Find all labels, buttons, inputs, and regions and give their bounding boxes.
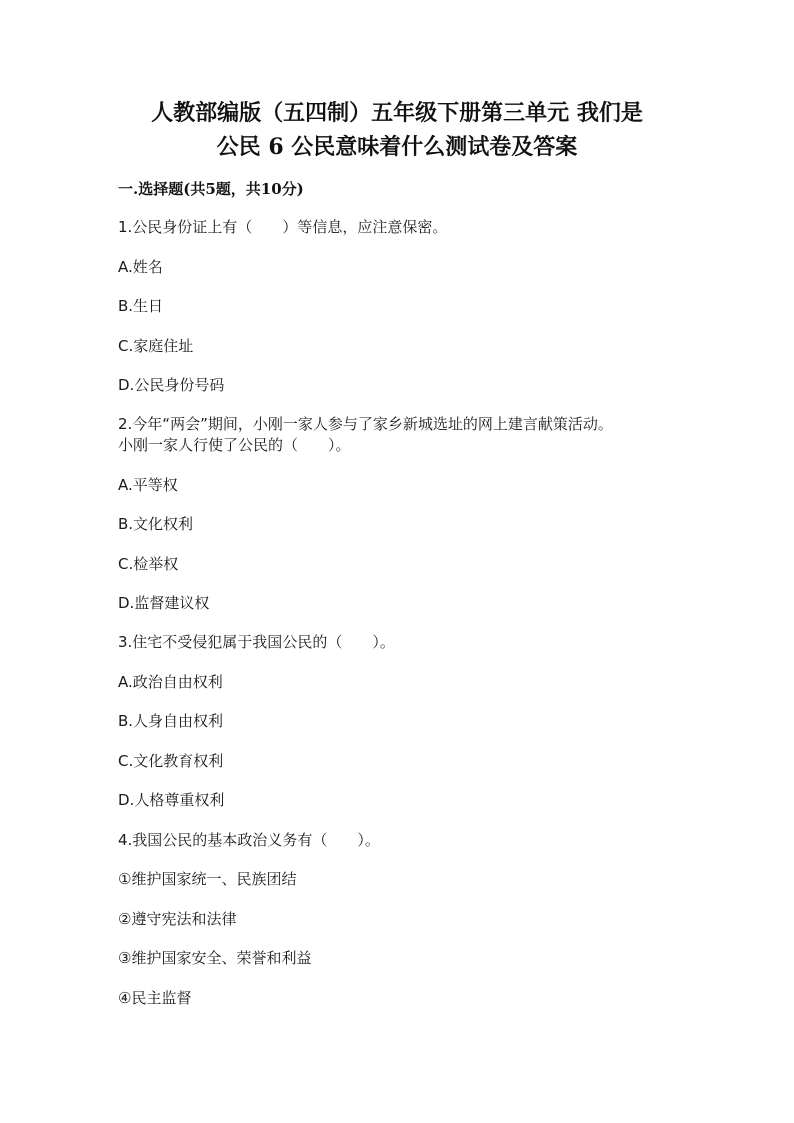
question-4-item-3: ③维护国家安全、荣誉和利益 [118,949,312,967]
question-4-stem: 4.我国公民的基本政治义务有（ ）。 [118,831,380,849]
question-4-item-2: ②遵守宪法和法律 [118,910,237,928]
question-4-item-1: ①维护国家统一、民族团结 [118,870,297,888]
question-1-stem: 1.公民身份证上有（ ）等信息，应注意保密。 [118,218,448,236]
question-2-stem-line-2: 小刚一家人行使了公民的（ ）。 [118,436,351,454]
question-2-option-c: C.检举权 [118,555,179,573]
document-title-line-1: 人教部编版（五四制）五年级下册第三单元 我们是 [151,100,643,126]
question-3-option-d: D.人格尊重权利 [118,791,225,809]
question-1-option-a: A.姓名 [118,258,163,276]
question-1-option-d: D.公民身份号码 [118,376,225,394]
question-1-option-b: B.生日 [118,297,164,315]
question-2-option-b: B.文化权利 [118,515,194,533]
question-4-item-4: ④民主监督 [118,989,192,1007]
question-3-option-c: C.文化教育权利 [118,752,224,770]
question-3-option-a: A.政治自由权利 [118,673,223,691]
question-2-stem-line-1: 2.今年“两会”期间，小刚一家人参与了家乡新城选址的网上建言献策活动。 [118,415,613,433]
question-2-option-a: A.平等权 [118,476,178,494]
question-3-stem: 3.住宅不受侵犯属于我国公民的（ ）。 [118,633,395,651]
question-1-option-c: C.家庭住址 [118,337,194,355]
question-3-option-b: B.人身自由权利 [118,712,224,730]
section-heading: 一.选择题(共5题，共10分) [118,180,304,198]
question-2-option-d: D.监督建议权 [118,594,210,612]
document-title-line-2: 公民 6 公民意味着什么测试卷及答案 [216,134,578,160]
